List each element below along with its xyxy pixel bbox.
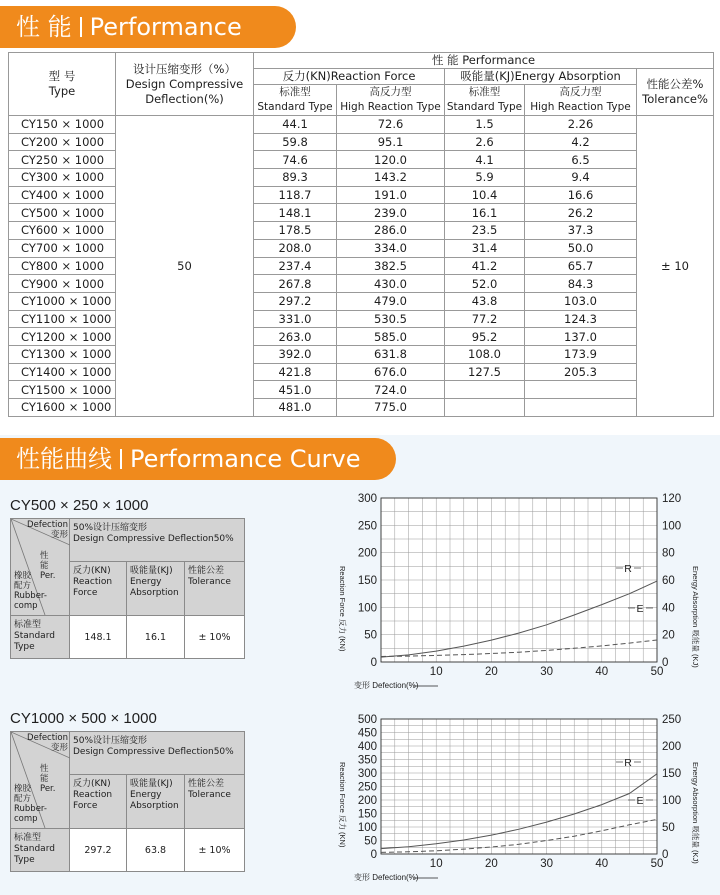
- row-label-text: 标准型: [14, 620, 42, 630]
- series-R-label: R: [624, 757, 632, 769]
- y-left-tick-label: 300: [357, 768, 377, 780]
- model-cell: CY400 × 1000: [9, 186, 116, 204]
- deflection-cell: 50: [116, 116, 254, 417]
- ea-standard-cell: 1.5: [445, 116, 525, 134]
- rf-high-cell: 191.0: [337, 186, 445, 204]
- model-cell: CY500 × 1000: [9, 204, 116, 222]
- diag-deflection-label: [27, 733, 68, 753]
- y-left-tick-label: 0: [370, 657, 377, 669]
- row-label-cell: [11, 616, 70, 659]
- banner-separator: [120, 449, 122, 469]
- rf-standard-cell: 44.1: [254, 116, 337, 134]
- ea-high-cell: 26.2: [525, 204, 637, 222]
- rf-high-cell: 676.0: [337, 363, 445, 381]
- y-left-tick-label: 100: [357, 822, 377, 834]
- model-cell: CY1000 × 1000: [9, 292, 116, 310]
- head-text: Tolerance: [188, 577, 231, 588]
- ea-high-cell: 9.4: [525, 169, 637, 187]
- y-left-tick-label: 300: [357, 493, 377, 505]
- diag-text: Rubber-: [14, 804, 47, 814]
- ea-standard-cell: 41.2: [445, 257, 525, 275]
- head-text: 反力(KN): [73, 779, 111, 790]
- energy-head-cell: [127, 775, 185, 829]
- ea-standard-cell: 4.1: [445, 151, 525, 169]
- x-axis-label: 变形 Defection(%): [354, 873, 419, 882]
- mini-performance-table: [10, 731, 245, 872]
- performance-table-body: [9, 116, 714, 417]
- rf-standard-cell: 74.6: [254, 151, 337, 169]
- ea-high-cell: [525, 381, 637, 399]
- header-tolerance: 性能公差% Tolerance%: [637, 69, 714, 116]
- diag-text: Per.: [40, 571, 56, 581]
- head-text: 吸能量(KJ): [130, 779, 173, 790]
- diag-text: 变形: [50, 530, 68, 540]
- y-right-tick-label: 100: [662, 795, 682, 807]
- diag-text: 能: [40, 774, 49, 784]
- table-row: [9, 257, 714, 275]
- x-tick-label: 10: [429, 666, 443, 678]
- y-left-tick-label: 50: [364, 835, 377, 848]
- head-text: 吸能量(KJ): [130, 566, 173, 577]
- table-row: [9, 186, 714, 204]
- banner-separator: [80, 17, 82, 37]
- series-E-label: E: [636, 603, 644, 615]
- x-tick-label: 20: [485, 858, 498, 870]
- rf-high-cell: 430.0: [337, 275, 445, 293]
- model-cell: CY700 × 1000: [9, 239, 116, 257]
- diag-text: 变形: [50, 743, 68, 753]
- diagonal-header-cell: [11, 732, 70, 829]
- head-text: Reaction: [73, 790, 113, 801]
- model-cell: CY1300 × 1000: [9, 345, 116, 363]
- row-label-text: Standard: [14, 631, 55, 641]
- rf-high-cell: 479.0: [337, 292, 445, 310]
- ea-high-cell: 4.2: [525, 133, 637, 151]
- row-label-text: Standard: [14, 844, 55, 854]
- ea-high-cell: 2.26: [525, 116, 637, 134]
- banner-title-en: Performance Curve: [130, 445, 361, 473]
- y-left-tick-label: 400: [357, 741, 377, 753]
- rf-high-cell: 239.0: [337, 204, 445, 222]
- ea-standard-cell: 108.0: [445, 345, 525, 363]
- model-cell: CY1600 × 1000: [9, 399, 116, 417]
- header-ea-standard: 标准型 Standard Type: [445, 85, 525, 116]
- ea-high-cell: 37.3: [525, 222, 637, 240]
- ea-standard-cell: 23.5: [445, 222, 525, 240]
- rf-high-cell: 530.5: [337, 310, 445, 328]
- table-row: [9, 169, 714, 187]
- y-right-tick-label: 80: [662, 547, 675, 560]
- curve-banner: [0, 438, 396, 480]
- tolerance-head-cell: [185, 775, 245, 829]
- head-text: 反力(KN): [73, 566, 111, 577]
- ea-high-cell: [525, 399, 637, 417]
- rf-standard-cell: 59.8: [254, 133, 337, 151]
- energy-head-cell: [127, 562, 185, 616]
- rf-standard-cell: 148.1: [254, 204, 337, 222]
- diagonal-header-cell: [11, 519, 70, 616]
- energy-value: 16.1: [127, 616, 185, 659]
- diag-text: Per.: [40, 784, 56, 794]
- head-text: Tolerance: [188, 790, 231, 801]
- deflection-head-cell: 50%设计压缩变形 Design Compressive Deflection50%: [70, 732, 245, 775]
- ea-standard-cell: 127.5: [445, 363, 525, 381]
- ea-standard-cell: 5.9: [445, 169, 525, 187]
- y-right-tick-label: 20: [662, 629, 675, 642]
- rf-standard-cell: 178.5: [254, 222, 337, 240]
- mini-performance-table: [10, 518, 245, 659]
- row-label-cell: [11, 829, 70, 872]
- y-left-tick-label: 150: [357, 575, 377, 587]
- x-tick-label: 40: [595, 858, 609, 870]
- header-rf-standard: 标准型 Standard Type: [254, 85, 337, 116]
- rf-standard-cell: 267.8: [254, 275, 337, 293]
- diag-text: Rubber-: [14, 591, 47, 601]
- model-cell: CY900 × 1000: [9, 275, 116, 293]
- y-left-tick-label: 450: [357, 727, 377, 740]
- rf-high-cell: 95.1: [337, 133, 445, 151]
- rf-standard-cell: 208.0: [254, 239, 337, 257]
- y-right-tick-label: 250: [662, 714, 682, 726]
- tolerance-value: ± 10%: [185, 829, 245, 872]
- rf-high-cell: 631.8: [337, 345, 445, 363]
- rf-high-cell: 585.0: [337, 328, 445, 346]
- banner-title-zh: 性能曲线: [16, 445, 112, 473]
- x-tick-label: 50: [650, 666, 664, 678]
- x-axis-label: 变形 Defection(%): [354, 681, 419, 690]
- rf-standard-cell: 451.0: [254, 381, 337, 399]
- reaction-head-cell: [70, 562, 127, 616]
- table-row: [9, 399, 714, 417]
- table-row: [9, 204, 714, 222]
- ea-high-cell: 173.9: [525, 345, 637, 363]
- x-tick-label: 20: [485, 666, 498, 678]
- diag-rubber-label: [14, 784, 47, 824]
- head-text: Reaction: [73, 577, 113, 588]
- ea-standard-cell: 95.2: [445, 328, 525, 346]
- y-right-axis-label: Energy Absorption 吸能量 (KJ): [691, 566, 700, 668]
- performance-table: [8, 52, 714, 417]
- diag-text: Defection: [27, 520, 68, 530]
- y-left-tick-label: 200: [357, 795, 377, 807]
- header-energy-absorption: 吸能量(KJ)Energy Absorption: [445, 69, 637, 85]
- rf-standard-cell: 421.8: [254, 363, 337, 381]
- x-tick-label: 40: [595, 666, 609, 678]
- table-row: [9, 292, 714, 310]
- table-row: [9, 222, 714, 240]
- y-right-tick-label: 40: [662, 602, 675, 615]
- ea-standard-cell: 16.1: [445, 204, 525, 222]
- diag-text: 配方: [14, 581, 32, 591]
- head-text: Energy: [130, 577, 162, 588]
- diag-deflection-label: [27, 520, 68, 540]
- y-left-tick-label: 150: [357, 808, 377, 821]
- row-label-text: 标准型: [14, 833, 42, 843]
- ea-standard-cell: 10.4: [445, 186, 525, 204]
- rf-standard-cell: 118.7: [254, 186, 337, 204]
- ea-high-cell: 124.3: [525, 310, 637, 328]
- series-E-label: E: [636, 795, 644, 807]
- y-left-tick-label: 100: [357, 602, 377, 615]
- head-text: Absorption: [130, 801, 179, 812]
- series-R-label: R: [624, 563, 632, 575]
- y-right-tick-label: 200: [662, 741, 682, 753]
- tolerance-value: ± 10%: [185, 616, 245, 659]
- y-left-tick-label: 250: [357, 520, 377, 533]
- diag-text: comp: [14, 814, 38, 824]
- y-right-tick-label: 0: [662, 849, 669, 861]
- table-row: [9, 363, 714, 381]
- rf-standard-cell: 481.0: [254, 399, 337, 417]
- diag-text: 配方: [14, 794, 32, 804]
- ea-standard-cell: 31.4: [445, 239, 525, 257]
- rf-standard-cell: 263.0: [254, 328, 337, 346]
- table-row: [9, 310, 714, 328]
- rf-high-cell: 334.0: [337, 239, 445, 257]
- x-tick-label: 10: [429, 858, 443, 870]
- header-reaction-force: 反力(KN)Reaction Force: [254, 69, 445, 85]
- row-label-text: Type: [14, 642, 35, 652]
- rf-high-cell: 72.6: [337, 116, 445, 134]
- deflection-head-cell: 50%设计压缩变形 Design Compressive Deflection50%: [70, 519, 245, 562]
- table-row: [9, 116, 714, 134]
- y-left-tick-label: 0: [370, 849, 377, 861]
- y-left-tick-label: 350: [357, 754, 377, 767]
- table-row: [9, 328, 714, 346]
- ea-standard-cell: [445, 399, 525, 417]
- table-row: [9, 151, 714, 169]
- head-text: Force: [73, 801, 98, 812]
- diag-text: Defection: [27, 733, 68, 743]
- y-left-tick-label: 500: [357, 714, 377, 726]
- x-tick-label: 30: [540, 666, 553, 678]
- header-deflection: 设计压缩变形（%） Design Compressive Deflection(%): [116, 53, 254, 116]
- diag-text: 性: [40, 764, 49, 774]
- diag-text: 橡胶: [14, 784, 32, 794]
- model-cell: CY1200 × 1000: [9, 328, 116, 346]
- curve-title-1: CY500 × 250 × 1000: [10, 497, 149, 514]
- header-rf-high: 高反力型 High Reaction Type: [337, 85, 445, 116]
- tolerance-cell: ± 10: [637, 116, 714, 417]
- reaction-head-cell: [70, 775, 127, 829]
- y-right-tick-label: 0: [662, 657, 669, 669]
- ea-high-cell: 16.6: [525, 186, 637, 204]
- performance-chart-1: [318, 488, 720, 694]
- header-ea-high: 高反力型 High Reaction Type: [525, 85, 637, 116]
- y-left-axis-label: Reaction Force 反力 (KN): [338, 566, 347, 652]
- rf-high-cell: 724.0: [337, 381, 445, 399]
- rf-standard-cell: 297.2: [254, 292, 337, 310]
- head-text: Energy: [130, 790, 162, 801]
- y-right-axis-label: Energy Absorption 吸能量 (KJ): [691, 762, 700, 864]
- header-model: 型 号 Type: [9, 53, 116, 116]
- diag-text: comp: [14, 601, 38, 611]
- head-text: 性能公差: [188, 779, 225, 790]
- diag-text: 能: [40, 561, 49, 571]
- table-row: [9, 275, 714, 293]
- table-row: [9, 239, 714, 257]
- rf-standard-cell: 331.0: [254, 310, 337, 328]
- head-text: Force: [73, 588, 98, 599]
- energy-value: 63.8: [127, 829, 185, 872]
- diag-text: 橡胶: [14, 571, 32, 581]
- banner-title-zh: 性 能: [16, 13, 72, 41]
- x-tick-label: 50: [650, 858, 664, 870]
- ea-high-cell: 6.5: [525, 151, 637, 169]
- header-performance: 性 能 Performance: [254, 53, 714, 69]
- model-cell: CY300 × 1000: [9, 169, 116, 187]
- head-text: 性能公差: [188, 566, 225, 577]
- ea-standard-cell: 77.2: [445, 310, 525, 328]
- ea-standard-cell: 43.8: [445, 292, 525, 310]
- y-left-tick-label: 200: [357, 547, 377, 560]
- y-right-tick-label: 60: [662, 575, 675, 587]
- ea-standard-cell: 52.0: [445, 275, 525, 293]
- model-cell: CY1100 × 1000: [9, 310, 116, 328]
- y-right-tick-label: 100: [662, 520, 682, 533]
- model-cell: CY150 × 1000: [9, 116, 116, 134]
- table-row: [9, 133, 714, 151]
- table-row: [9, 345, 714, 363]
- y-right-tick-label: 150: [662, 768, 682, 780]
- y-right-tick-label: 120: [662, 493, 682, 505]
- ea-high-cell: 137.0: [525, 328, 637, 346]
- ea-high-cell: 65.7: [525, 257, 637, 275]
- head-text: Absorption: [130, 588, 179, 599]
- model-cell: CY1500 × 1000: [9, 381, 116, 399]
- ea-high-cell: 205.3: [525, 363, 637, 381]
- y-right-tick-label: 50: [662, 822, 675, 834]
- rf-high-cell: 775.0: [337, 399, 445, 417]
- y-left-tick-label: 250: [357, 781, 377, 794]
- performance-banner: [0, 6, 296, 48]
- banner-title-en: Performance: [89, 13, 242, 41]
- ea-standard-cell: [445, 381, 525, 399]
- tolerance-head-cell: [185, 562, 245, 616]
- row-label-text: Type: [14, 855, 35, 865]
- ea-standard-cell: 2.6: [445, 133, 525, 151]
- rf-high-cell: 120.0: [337, 151, 445, 169]
- model-cell: CY250 × 1000: [9, 151, 116, 169]
- rf-high-cell: 286.0: [337, 222, 445, 240]
- model-cell: CY1400 × 1000: [9, 363, 116, 381]
- model-cell: CY200 × 1000: [9, 133, 116, 151]
- rf-high-cell: 143.2: [337, 169, 445, 187]
- model-cell: CY800 × 1000: [9, 257, 116, 275]
- curve-title-2: CY1000 × 500 × 1000: [10, 710, 157, 727]
- ea-high-cell: 84.3: [525, 275, 637, 293]
- reaction-value: 148.1: [70, 616, 127, 659]
- ea-high-cell: 50.0: [525, 239, 637, 257]
- rf-standard-cell: 89.3: [254, 169, 337, 187]
- model-cell: CY600 × 1000: [9, 222, 116, 240]
- x-tick-label: 30: [540, 858, 553, 870]
- ea-high-cell: 103.0: [525, 292, 637, 310]
- rf-standard-cell: 392.0: [254, 345, 337, 363]
- diag-rubber-label: [14, 571, 47, 611]
- rf-standard-cell: 237.4: [254, 257, 337, 275]
- rf-high-cell: 382.5: [337, 257, 445, 275]
- performance-chart-2: [318, 710, 720, 895]
- y-left-tick-label: 50: [364, 629, 377, 642]
- diag-text: 性: [40, 551, 49, 561]
- y-left-axis-label: Reaction Force 反力 (KN): [338, 762, 347, 848]
- reaction-value: 297.2: [70, 829, 127, 872]
- table-row: [9, 381, 714, 399]
